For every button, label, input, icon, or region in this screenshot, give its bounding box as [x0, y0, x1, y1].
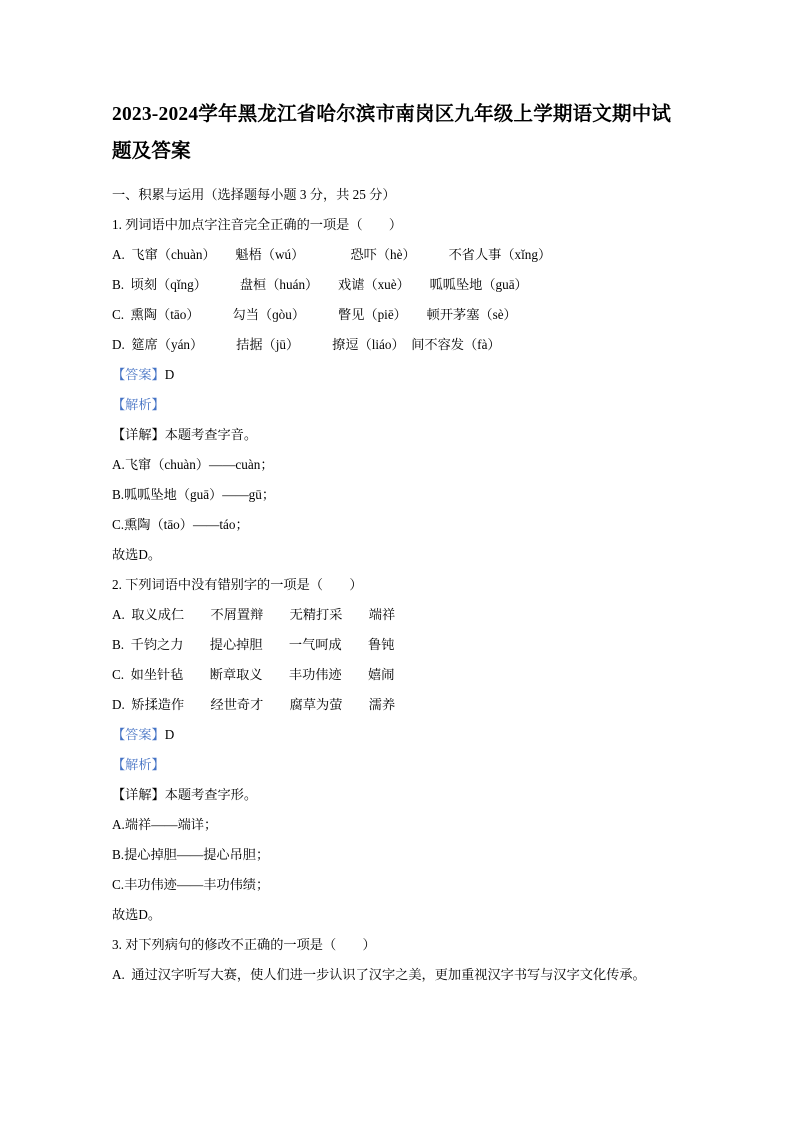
answer-line [112, 360, 681, 390]
question-option: A. 飞窜（chuàn） 魁梧（wú） 恐吓（hè） 不省人事（xǐng） [112, 247, 552, 262]
detail-item: A.端祥——端详； [112, 817, 218, 832]
detail-item: 故选D。 [112, 907, 162, 922]
analysis-label: 【解析】 [112, 397, 165, 412]
analysis-label: 【解析】 [112, 757, 165, 772]
detail-item: 故选D。 [112, 547, 162, 562]
answer-label: 【答案】 [112, 367, 165, 382]
question-option: A. 通过汉字听写大赛，使人们进一步认识了汉字之美，更加重视汉字书写与汉字文化传承。 [112, 967, 646, 982]
detail-item: A.飞窜（chuàn）——cuàn； [112, 457, 274, 472]
detail-item: C.熏陶（tāo）——táo； [112, 517, 249, 532]
answer-label: 【答案】 [112, 727, 165, 742]
analysis-line [112, 750, 681, 780]
detail-item: B.呱呱坠地（guā）——gū； [112, 487, 276, 502]
question-option: C. 熏陶（tāo） 勾当（ɡòu） 瞥见（piē） 顿开茅塞（sè） [112, 307, 517, 322]
question-option: C. 如坐针毡 断章取义 丰功伟迹 嬉闹 [112, 667, 395, 682]
detail-label: 【详解】 [112, 787, 165, 802]
question-block-2 [112, 570, 681, 930]
detail-line [112, 780, 681, 810]
question-option: D. 筵席（yán） 拮据（jū） 撩逗（liáo） 间不容发（fà） [112, 337, 501, 352]
detail-text: 本题考查字形。 [164, 787, 258, 802]
question-block-1 [112, 210, 681, 570]
detail-item: B.提心掉胆——提心吊胆； [112, 847, 270, 862]
page-title: 2023-2024学年黑龙江省哈尔滨市南岗区九年级上学期语文期中试题及答案 [112, 104, 672, 162]
detail-label: 【详解】 [112, 427, 165, 442]
question-option: A. 取义成仁 不屑置辩 无精打采 端祥 [112, 607, 396, 622]
question-option: B. 千钧之力 提心掉胆 一气呵成 鲁钝 [112, 637, 395, 652]
section-heading: 一、积累与运用（选择题每小题 3 分，共 25 分） [112, 187, 396, 202]
question-stem: 2. 下列词语中没有错别字的一项是（ ） [112, 577, 363, 592]
answer-value: D [164, 727, 175, 742]
question-option: B. 顷刻（qǐng） 盘桓（huán） 戏谑（xuè） 呱呱坠地（guā） [112, 277, 528, 292]
detail-item: C.丰功伟迹——丰功伟绩； [112, 877, 270, 892]
question-option: D. 矫揉造作 经世奇才 腐草为萤 濡养 [112, 697, 396, 712]
question-block-3 [112, 930, 681, 990]
answer-value: D [164, 367, 175, 382]
detail-line [112, 420, 681, 450]
detail-text: 本题考查字音。 [164, 427, 258, 442]
analysis-line [112, 390, 681, 420]
answer-line [112, 720, 681, 750]
question-stem: 1. 列词语中加点字注音完全正确的一项是（ ） [112, 217, 403, 232]
question-stem: 3. 对下列病句的修改不正确的一项是（ ） [112, 937, 376, 952]
